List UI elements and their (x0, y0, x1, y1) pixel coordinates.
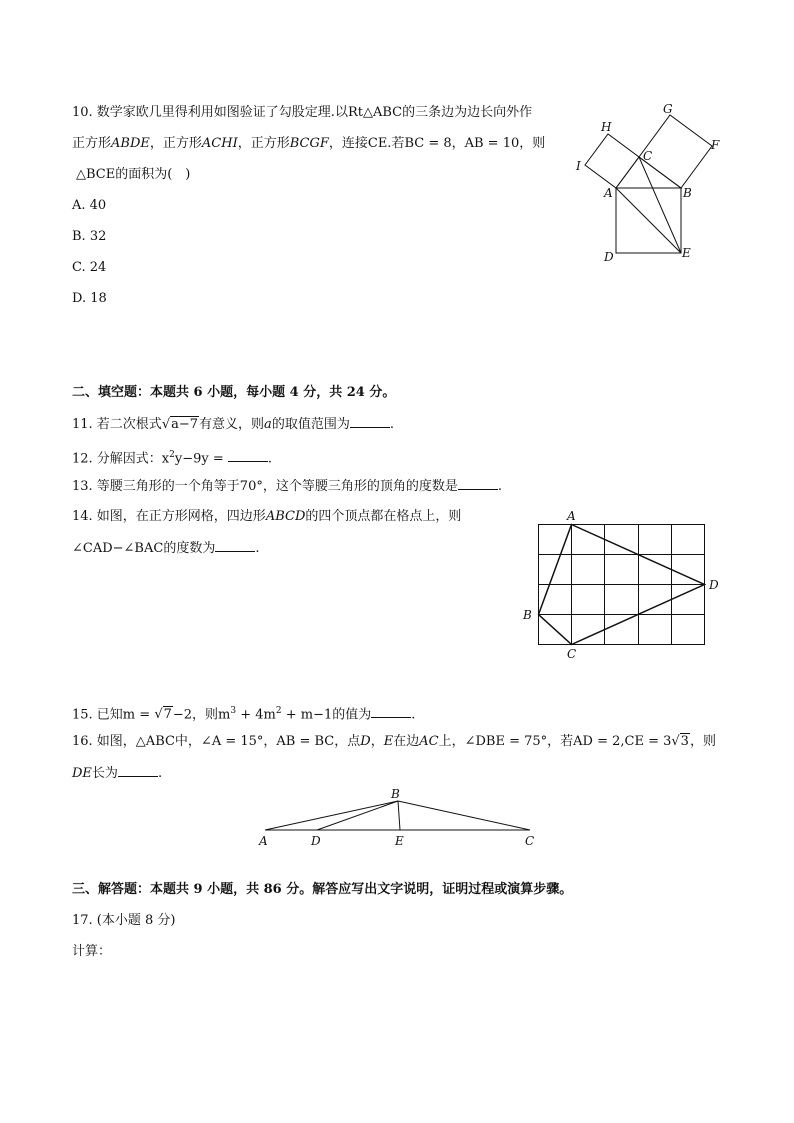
sqrt-7: √7 (154, 707, 172, 723)
label-a: A (604, 186, 613, 200)
label-d: D (604, 250, 614, 264)
label-b: B (683, 186, 692, 200)
sqrt-3: √3 (671, 734, 689, 749)
q11: 11. 若二次根式√a−7有意义，则a的取值范围为 . (72, 417, 394, 432)
q13: 13. 等腰三角形的一个角等于70°，这个等腰三角形的顶角的度数是 . (72, 479, 502, 494)
label-c: C (643, 149, 653, 163)
q13-answer-blank[interactable] (458, 477, 498, 490)
segment-ce (639, 157, 681, 253)
q16-line2: DE长为 . (72, 766, 163, 781)
label-a: A (259, 834, 268, 848)
label-f: F (711, 138, 720, 152)
label-e: E (682, 246, 691, 260)
section2-heading: 二、填空题：本题共 6 小题，每小题 4 分，共 24 分。 (72, 385, 396, 400)
label-h: H (601, 120, 612, 134)
q15-answer-blank[interactable] (371, 705, 411, 718)
label-e: E (395, 834, 404, 848)
label-d: D (709, 578, 719, 592)
q16-line1: 16. 如图，△ABC中，∠A = 15°，AB = BC，点D，E在边AC上，∠DBE = 75°，若AD = 2,CE = 3√3，则 (72, 734, 716, 749)
q10-option-a: A. 40 (72, 198, 107, 213)
q16-answer-blank[interactable] (118, 764, 158, 777)
segment-bc (398, 801, 530, 830)
q14-line1: 14. 如图，在正方形网格，四边形ABCD的四个顶点都在格点上，则 (72, 509, 462, 524)
q10-line2: 正方形ABDE，正方形ACHI，正方形BCGF，连接CE.若BC = 8，AB = 10，则 (72, 136, 546, 151)
label-a: A (567, 509, 576, 523)
q10-option-c: C. 24 (72, 260, 107, 275)
q10-pythagorean-figure (570, 100, 720, 270)
segment-ab (265, 801, 398, 830)
q14-line2: ∠CAD−∠BAC的度数为 . (72, 541, 260, 556)
label-g: G (663, 102, 673, 116)
label-i: I (576, 159, 581, 173)
label-d: D (311, 834, 321, 848)
q10-line3: △BCE的面积为( ) (76, 167, 191, 182)
label-c: C (567, 647, 577, 661)
q10-option-b: B. 32 (72, 229, 107, 244)
q10-line1: 10. 数学家欧几里得利用如图验证了勾股定理.以Rt△ABC的三条边为边长向外作 (72, 105, 533, 120)
section3-heading: 三、解答题：本题共 9 小题，共 86 分。解答应写出文字说明，证明过程或演算步骤。 (72, 882, 573, 897)
segment-ae (616, 188, 681, 253)
label-c: C (525, 834, 535, 848)
q10-option-d: D. 18 (72, 291, 107, 306)
label-b: B (523, 608, 532, 622)
q15: 15. 已知m = √7−2，则$m^3 + 4m^2 + m-1$的值为 . (72, 706, 416, 723)
q12-answer-blank[interactable] (228, 449, 268, 462)
q17-prompt: 计算： (72, 944, 112, 959)
q14-grid-figure (516, 506, 726, 666)
q17-title: 17. (本小题 8 分) (72, 913, 176, 928)
sqrt-a-minus-7: √a−7 (161, 417, 199, 432)
square-achi (585, 134, 639, 188)
q12: 12. 分解因式：$x^2y-9y$ = . (72, 450, 273, 467)
segment-be (398, 801, 400, 830)
segment-bd (317, 801, 398, 830)
q14-answer-blank[interactable] (215, 539, 255, 552)
label-b: B (391, 787, 400, 801)
q16-triangle-figure (250, 784, 550, 854)
q11-answer-blank[interactable] (350, 415, 390, 428)
